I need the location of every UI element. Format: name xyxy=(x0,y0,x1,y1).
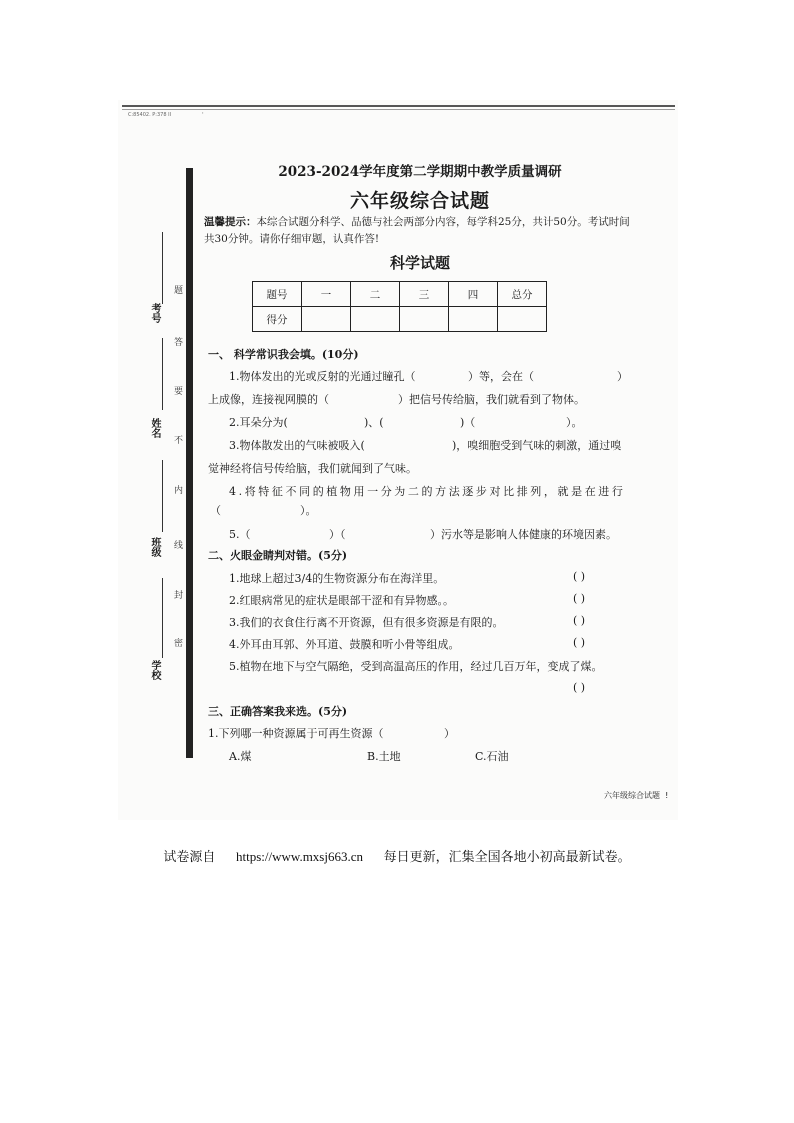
score-cell[interactable] xyxy=(449,307,498,332)
q2-text-c: )（ xyxy=(460,416,476,429)
option-c[interactable]: C.石油 xyxy=(475,750,509,763)
top-border-line xyxy=(122,105,675,107)
judge-item: 1.地球上超过3/4的生物资源分布在海洋里。 xyxy=(229,572,445,585)
scan-mark: ' xyxy=(202,112,204,119)
label-name: 姓名 xyxy=(149,418,160,438)
source-url[interactable]: https://www.mxsj663.cn xyxy=(236,849,363,864)
school-line xyxy=(162,578,163,658)
source-suffix: 每日更新，汇集全国各地小初高最新试卷。 xyxy=(383,850,631,865)
seal-char: 要 xyxy=(174,387,184,397)
part2-heading: 二、火眼金睛判对错。(5分) xyxy=(208,549,348,562)
score-table-score-row xyxy=(253,307,547,332)
q4-text-b: （ xyxy=(210,504,221,517)
judge-item: 5.植物在地下与空气隔绝，受到高温高压的作用，经过几百万年，变成了煤。 xyxy=(229,660,603,673)
seal-char: 内 xyxy=(174,486,184,496)
score-cell: 三 xyxy=(400,282,449,307)
part3-heading: 三、正确答案我来选。(5分) xyxy=(208,705,348,718)
top-border-line-thin xyxy=(122,109,675,110)
paper-title: 六年级综合试题 xyxy=(349,190,490,212)
q1-text-e: ）把信号传给脑，我们就看到了物体。 xyxy=(398,393,585,406)
label-exam-no: 考号 xyxy=(149,303,160,323)
part1-heading: 一、 科学常识我会填。(10分) xyxy=(208,348,359,361)
seal-char: 线 xyxy=(174,541,184,551)
answer-paren[interactable]: ( ) xyxy=(573,636,586,649)
answer-paren[interactable]: ( ) xyxy=(573,570,586,583)
q5-text-b: ）（ xyxy=(329,528,346,541)
q4-text-a: 4.将特征不同的植物用一分为二的方法逐步对比排列，就是在进行 xyxy=(229,485,626,498)
label-school: 学校 xyxy=(149,660,160,680)
q5-text-a: 5.（ xyxy=(229,528,251,541)
q1-text-a: 1.物体发出的光或反射的光通过瞳孔（ xyxy=(229,370,416,383)
answer-paren[interactable]: ( ) xyxy=(573,614,586,627)
score-cell: 一 xyxy=(302,282,351,307)
q1-text-d: 上成像，连接视网膜的（ xyxy=(208,393,329,406)
exam-title: 2023-2024学年度第二学期期中教学质量调研 xyxy=(278,164,562,180)
choice-question: 1.下列哪一种资源属于可再生资源（ xyxy=(208,727,384,740)
judge-item: 3.我们的衣食住行离不开资源，但有很多资源是有限的。 xyxy=(229,616,504,629)
q2-text-b: )、( xyxy=(364,416,384,429)
instructions xyxy=(204,214,636,248)
score-table-header-row xyxy=(253,282,547,307)
judge-item: 4.外耳由耳郭、外耳道、鼓膜和听小骨等组成。 xyxy=(229,638,460,651)
page-footer xyxy=(604,790,668,801)
instructions-text: 本综合试题分科学、品德与社会两部分内容，每学科25分，共计50分。考试时间共30分钟。请你仔细审题，认真作答! xyxy=(204,216,630,245)
q2-text-a: 2.耳朵分为( xyxy=(229,416,288,429)
score-cell: 题号 xyxy=(253,282,302,307)
seal-char: 答 xyxy=(174,338,184,348)
seal-char: 不 xyxy=(174,436,184,446)
score-cell: 二 xyxy=(351,282,400,307)
choice-question-end: ） xyxy=(444,727,455,740)
footer-label: 六年级综合试题 xyxy=(604,791,660,800)
q2-text-d: ）。 xyxy=(566,416,583,429)
section-title: 科学试题 xyxy=(389,254,450,272)
q4-text-c: ）。 xyxy=(300,504,317,517)
option-b[interactable]: B.土地 xyxy=(367,750,401,763)
q3-text-a: 3.物体散发出的气味被吸入( xyxy=(229,439,365,452)
seal-char: 密 xyxy=(174,639,184,649)
name-line xyxy=(162,338,163,410)
seal-char: 题 xyxy=(174,286,184,296)
q1-text-c: ） xyxy=(617,370,628,383)
source-line xyxy=(0,846,794,865)
score-cell: 四 xyxy=(449,282,498,307)
score-cell[interactable] xyxy=(400,307,449,332)
source-prefix: 试卷源自 xyxy=(163,850,216,865)
score-cell[interactable] xyxy=(498,307,547,332)
answer-paren[interactable]: ( ) xyxy=(573,592,586,605)
option-a[interactable]: A.煤 xyxy=(229,750,252,763)
q3-text-b: )，嗅细胞受到气味的刺激，通过嗅 xyxy=(452,439,622,452)
score-cell[interactable] xyxy=(351,307,400,332)
q3-text-c: 觉神经将信号传给脑，我们就闻到了气味。 xyxy=(208,462,417,475)
exam-no-line xyxy=(162,232,163,304)
judge-item: 2.红眼病常见的症状是眼部干涩和有异物感。。 xyxy=(229,594,454,607)
seal-char: 封 xyxy=(174,591,184,601)
footer-page-no: ! xyxy=(665,791,669,800)
score-table xyxy=(252,281,547,332)
score-cell[interactable] xyxy=(302,307,351,332)
score-cell: 得分 xyxy=(253,307,302,332)
class-line xyxy=(162,460,163,532)
corner-code: C:85402. P:378 II xyxy=(128,112,172,118)
instructions-label: 温馨提示： xyxy=(204,216,257,228)
binding-bar xyxy=(186,168,193,758)
q1-text-b: ）等，会在（ xyxy=(468,370,534,383)
label-class: 班级 xyxy=(149,537,160,557)
score-cell: 总分 xyxy=(498,282,547,307)
q5-text-c: ）污水等是影响人体健康的环境因素。 xyxy=(430,528,617,541)
answer-paren[interactable]: ( ) xyxy=(573,681,586,694)
